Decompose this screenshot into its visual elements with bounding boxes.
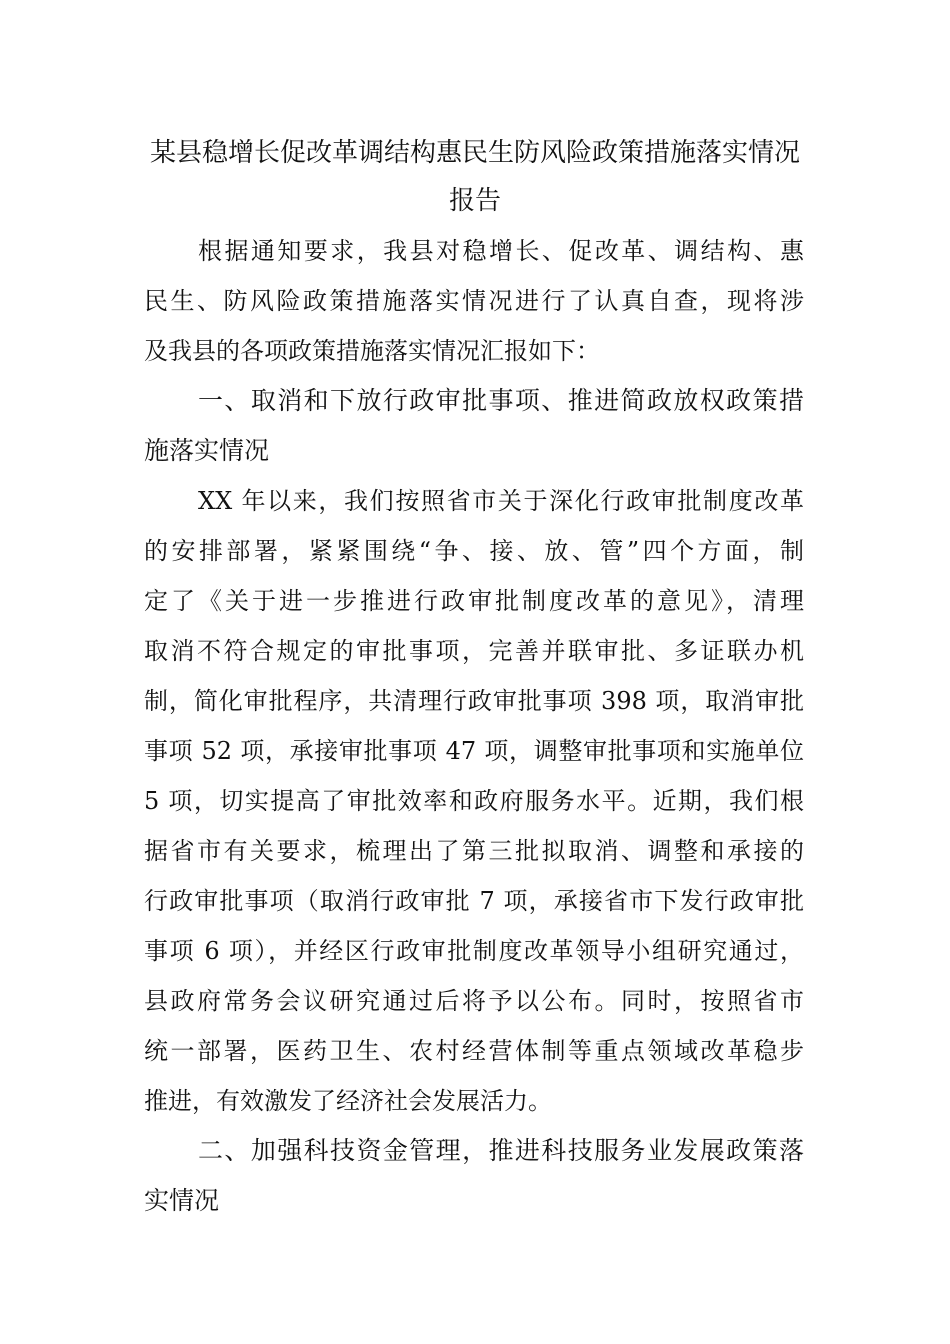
intro-line: 根据通知要求，我县对稳增长、促改革、调结构、惠 bbox=[198, 237, 804, 265]
section-1-body-line: 的安排部署，紧紧围绕“争、接、放、管”四个方面，制 bbox=[144, 537, 804, 565]
section-1-body-line: 行政审批事项（取消行政审批 7 项，承接省市下发行政审批 bbox=[144, 887, 804, 915]
section-1-body-line: 事项 52 项，承接审批事项 47 项，调整审批事项和实施单位 bbox=[144, 737, 804, 765]
section-1-body-line: 统一部署，医药卫生、农村经营体制等重点领域改革稳步 bbox=[144, 1037, 804, 1065]
section-1-body-line: 制，简化审批程序，共清理行政审批事项 398 项，取消审批 bbox=[144, 687, 804, 715]
section-1-body-line: 据省市有关要求，梳理出了第三批拟取消、调整和承接的 bbox=[144, 837, 804, 865]
section-1-body-line: 县政府常务会议研究通过后将予以公布。同时，按照省市 bbox=[144, 987, 804, 1015]
section-1-heading-line: 一、取消和下放行政审批事项、推进简政放权政策措 bbox=[198, 386, 804, 415]
section-1-body-line: 推进，有效激发了经济社会发展活力。 bbox=[144, 1087, 552, 1115]
document-title-line-2: 报告 bbox=[448, 186, 501, 216]
section-1-body-line: 事项 6 项），并经区行政审批制度改革领导小组研究通过， bbox=[144, 937, 804, 965]
document-title-line-1: 某县稳增长促改革调结构惠民生防风险政策措施落实情况 bbox=[149, 138, 800, 168]
intro-line: 及我县的各项政策措施落实情况汇报如下： bbox=[144, 337, 600, 365]
section-1-body-line: 5 项，切实提高了审批效率和政府服务水平。近期，我们根 bbox=[144, 787, 804, 815]
section-2-heading-line: 二、加强科技资金管理，推进科技服务业发展政策落 bbox=[198, 1136, 804, 1165]
section-1-body-line: 取消不符合规定的审批事项，完善并联审批、多证联办机 bbox=[144, 637, 804, 665]
section-1-body-line: 定了《关于进一步推进行政审批制度改革的意见》，清理 bbox=[144, 587, 804, 615]
section-1-body-line: XX 年以来，我们按照省市关于深化行政审批制度改革 bbox=[198, 487, 804, 515]
section-2-heading-line: 实情况 bbox=[144, 1186, 220, 1215]
section-1-heading-line: 施落实情况 bbox=[144, 436, 270, 465]
intro-line: 民生、防风险政策措施落实情况进行了认真自查，现将涉 bbox=[144, 287, 804, 315]
